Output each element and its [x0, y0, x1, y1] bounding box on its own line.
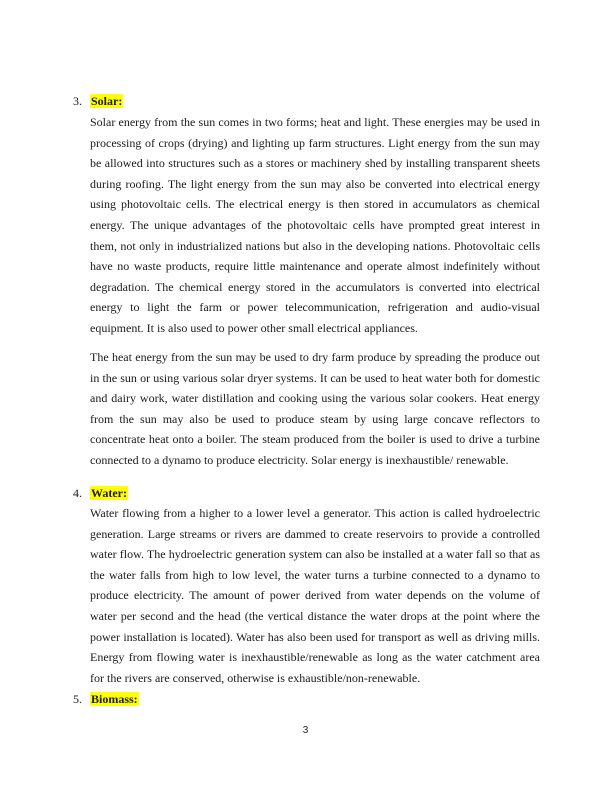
- heading-water: Water:: [91, 486, 127, 500]
- text-line: generation. Large streams or rivers are dammed to create reservoirs to provide a controlled: [90, 526, 540, 541]
- text-line: for the rivers are conserved, otherwise is exhaustible/non-renewable.: [90, 670, 421, 685]
- text-line: power installation is located). Water has also been used for transport as well as driving mills.: [90, 629, 540, 644]
- text-line: energy to light the farm or power telecommunication, refrigeration and audio-visual: [90, 300, 540, 315]
- text-line: from the sun may also be used to produce steam by using large concave reflectors to: [90, 411, 540, 426]
- text-line: and dairy work, water distillation and cooking using the various solar cookers. Heat energy: [90, 391, 540, 406]
- text-line: Energy from flowing water is inexhaustible/renewable as long as the water catchment area: [90, 650, 540, 665]
- heading-solar: Solar:: [91, 94, 123, 108]
- text-line: degradation. The chemical energy stored in the accumulators is converted into electrical: [90, 279, 540, 294]
- text-line: Solar energy from the sun comes in two forms; heat and light. These energies may be used in: [90, 115, 540, 129]
- page-number: 3: [302, 725, 309, 736]
- list-number-water: 4.: [73, 486, 82, 500]
- text-line: produce electricity. The amount of power derived from water depends on the volume of: [90, 588, 540, 603]
- text-line: them, not only in industrialized nations but also in the developing nations. Photovoltaic cells: [90, 238, 540, 253]
- text-line: during roofing. The light energy from the sun may also be converted into electrical energy: [90, 176, 540, 191]
- paragraph-solar-1: [90, 112, 540, 339]
- text-line: concentrate heat onto a boiler. The steam produced from the boiler is used to drive a turbine: [90, 432, 540, 447]
- text-line: energy. The unique advantages of the photovoltaic cells have prompted great interest in: [90, 217, 540, 232]
- text-line: equipment. It is also used to power other small electrical appliances.: [90, 320, 418, 335]
- list-number-biomass: 5.: [73, 692, 82, 706]
- heading-biomass: Biomass:: [91, 692, 138, 706]
- text-line: processing of crops (drying) and lighting up farm structures. Light energy from the sun may: [90, 135, 540, 150]
- text-line: Water flowing from a higher to a lower level a generator. This action is called hydroelectric: [90, 506, 540, 520]
- text-line: water flow. The hydroelectric generation system can also be installed at a water fall so that as: [90, 547, 540, 562]
- text-line: The heat energy from the sun may be used to dry farm produce by spreading the produce out: [90, 350, 540, 364]
- text-line: in the sun or using various solar dryer systems. It can be used to heat water both for domestic: [90, 370, 540, 385]
- text-line: be allowed into structures such as a stores or machinery shed by installing transparent sheets: [90, 156, 540, 171]
- text-line: connected to a dynamo to produce electricity. Solar energy is inexhaustible/ renewable.: [90, 452, 509, 467]
- paragraph-water: [90, 503, 540, 688]
- text-line: have no waste products, require little maintenance and operate almost indefinitely without: [90, 259, 540, 274]
- list-number-solar: 3.: [73, 94, 82, 108]
- text-line: water per second and the head (the vertical distance the water drops at the point where the: [90, 608, 540, 623]
- paragraph-solar-2: [90, 347, 540, 471]
- text-line: using photovoltaic cells. The electrical energy is then stored in accumulators as chemical: [90, 197, 540, 212]
- text-line: the water falls from high to low level, the water turns a turbine connected to a dynamo to: [90, 567, 540, 582]
